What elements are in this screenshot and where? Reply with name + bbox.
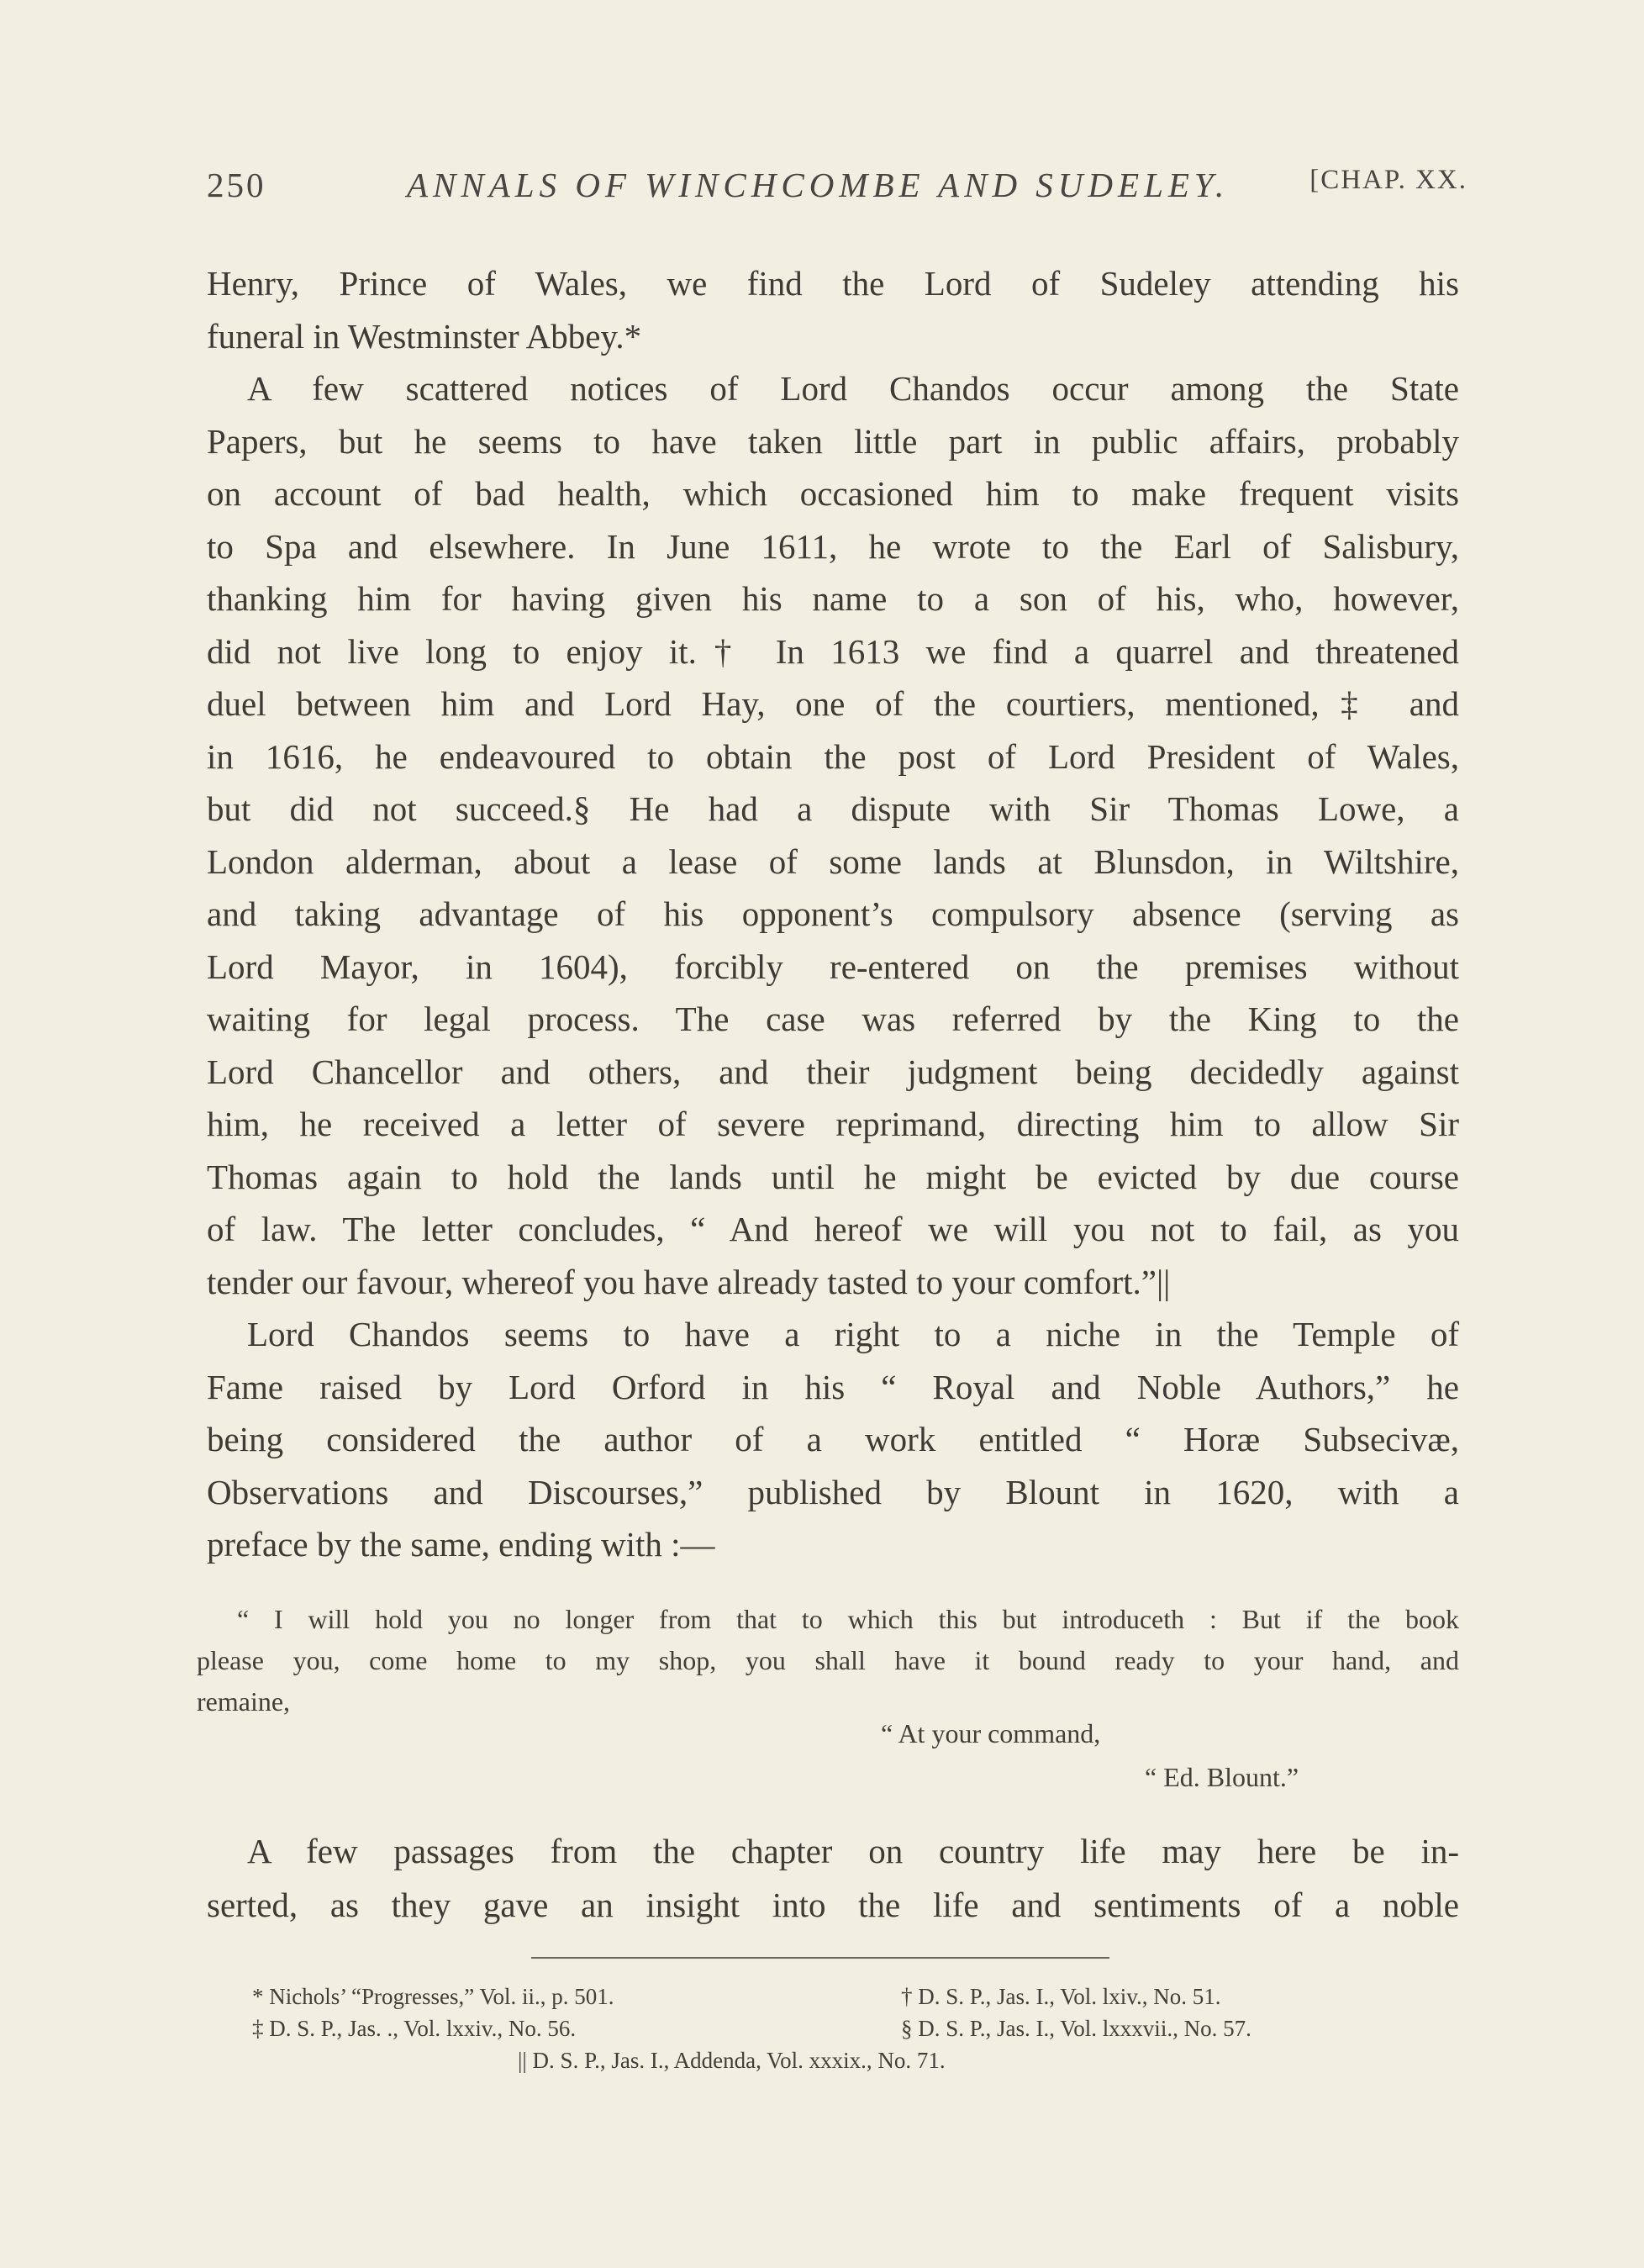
text-line: A few scattered notices of Lord Chandos occur among the State [247,369,1459,408]
text-line: on account of bad health, which occasioned him to make frequent visits [207,474,1459,513]
running-head [207,165,1467,212]
block-quote [197,1599,1459,1722]
book-title: ANNALS OF WINCHCOMBE AND SUDELEY. [407,166,1230,204]
text-line: of law. The letter concludes, “ And hereof we will you not to fail, as you [207,1210,1459,1248]
quote-line: please you, come home to my shop, you shall have it bound ready to your hand, and [197,1645,1459,1675]
body-text-continued [207,1824,1459,1932]
quote-line: remaine, [197,1686,291,1717]
text-line: funeral in Westminster Abbey.* [207,316,642,356]
text-line: Henry, Prince of Wales, we find the Lord of Sudeley attending his [207,264,1459,303]
text-line: being considered the author of a work entitled “ Horæ Subsecivæ, [207,1420,1459,1458]
text-line: to Spa and elsewhere. In June 1611, he wrote to the Earl of Salisbury, [207,526,1459,566]
text-line: preface by the same, ending with :— [207,1525,715,1564]
text-line: Lord Chandos seems to have a right to a niche in the Temple of [247,1315,1459,1353]
text-line: Papers, but he seems to have taken little part in public affairs, probably [207,421,1459,461]
text-line: waiting for legal process. The case was referred by the King to the [207,1000,1459,1038]
text-line: tender our favour, whereof you have already tasted to your comfort.”|| [207,1262,1171,1301]
text-line: Thomas again to hold the lands until he might be evicted by due course [207,1157,1459,1196]
footnote-section: § D. S. P., Jas. I., Vol. lxxxvii., No. 57. [901,2016,1251,2041]
footnote-dagger: † D. S. P., Jas. I., Vol. lxiv., No. 51. [901,1984,1221,2009]
text-line: Fame raised by Lord Orford in his “ Royal and Noble Authors,” he [207,1367,1459,1406]
text-line: thanking him for having given his name to a son of his, who, however, [207,579,1459,618]
text-line: Lord Mayor, in 1604), forcibly re-entered on the premises without [207,947,1459,986]
text-line: him, he received a letter of severe reprimand, directing him to allow Sir [207,1105,1459,1143]
text-line: in 1616, he endeavoured to obtain the post of Lord President of Wales, [207,736,1459,776]
page-number: 250 [207,166,266,204]
text-line: London alderman, about a lease of some lands at Blunsdon, in Wiltshire, [207,841,1459,881]
footnote-double-dagger: ‡ D. S. P., Jas. ., Vol. lxxiv., No. 56. [252,2016,577,2041]
quote-signature-name: “ Ed. Blount.” [1145,1762,1299,1792]
body-text [207,257,1459,1571]
quote-line: “ I will hold you no longer from that to which this but introduceth : But if the book [237,1604,1459,1634]
text-line: Observations and Discourses,” published by Blount in 1620, with a [207,1472,1459,1511]
text-line: did not live long to enjoy it.† In 1613 we find a quarrel and threatened [207,631,1459,671]
quote-signature-line: “ At your command, [881,1718,1101,1748]
footnote-star: * Nichols’ “Progresses,” Vol. ii., p. 501. [252,1984,614,2009]
text-line: but did not succeed.§ He had a dispute with Sir Thomas Lowe, a [207,789,1459,828]
chapter-reference: [CHAP. XX. [1309,165,1467,195]
footnote-divider [531,1957,1109,1959]
text-line: serted, as they gave an insight into the life and sentiments of a noble [207,1886,1459,1924]
text-line: and taking advantage of his opponent’s compulsory absence (serving as [207,894,1459,933]
text-line: A few passages from the chapter on country life may here be in- [247,1832,1459,1870]
footnote-parallel: || D. S. P., Jas. I., Addenda, Vol. xxxix., No. 71. [518,2048,946,2073]
text-line: Lord Chancellor and others, and their judgment being decidedly against [207,1052,1459,1091]
text-line: duel between him and Lord Hay, one of the courtiers, mentioned,‡ and [207,684,1459,723]
